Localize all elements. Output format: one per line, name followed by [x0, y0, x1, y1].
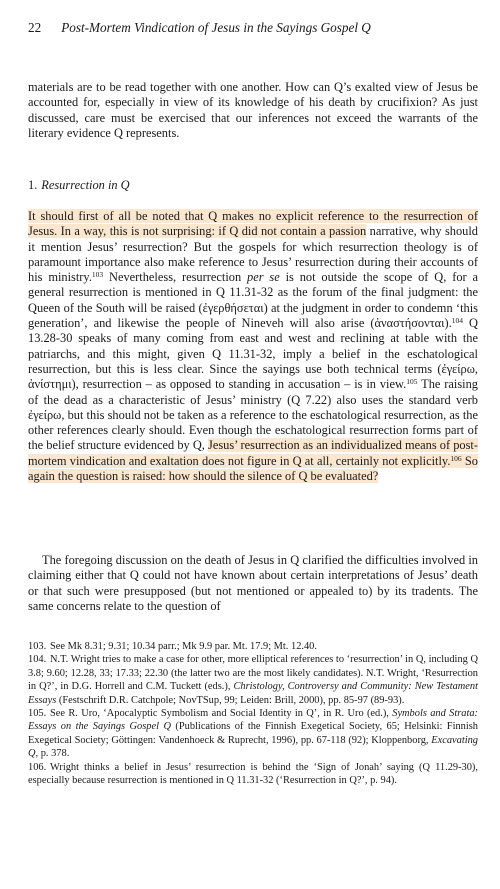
section-heading [28, 178, 130, 193]
body-text: Q 13.28-30 speaks of many coming from east and west and reclining at table with the patriarchs, and this might, given Q 11.31-32, imply a belief in the eschatological resurrection, but this is less clear. Since the sayings use both technical terms (ἐγείρω, ἀνίστημι), resurrection – as opposed to standing in accusation – is in view. [28, 316, 478, 392]
footnote-ref: 103 [91, 270, 104, 280]
footnote-number: 103. [28, 641, 47, 652]
footnote-text: N.T. Wright tries to make a case for other, more elliptical references to ‘resurrection’ in Q, including Q 3.8; 9.60; 12.28, 33; 17.33; 22.30 (the latter two are the most likely candidates). N.T. Wright, ‘Resurrection in Q?’, in D.G. Horrell and C.M. Tuckett (eds.), [28, 654, 478, 693]
footnote-text: See Mk 8.31; 9.31; 10.34 parr.; Mk 9.9 par. Mt. 17.9; Mt. 12.40. [50, 641, 317, 652]
footnote-number: 104. [28, 654, 47, 666]
footnote-text: (Festschrift D.R. Catchpole; NovTSup, 99; Leiden: Brill, 2000), pp. 85-97 (89-93). [56, 694, 405, 706]
footnote-ref: 105 [406, 377, 418, 387]
body-text: The raising of the dead as a characteristic of Jesus’ ministry (Q 7.22) also uses the standard verb ἐγείρω, but this should not be taken as a reference to the eschatological resurrection, as the other references clearly should. Even though the eschatological resurrection forms part of the belief structure evidenced by Q, [28, 377, 478, 453]
footnote-text: (Publications of the Finnish Exegetical Society, 65; Helsinki: Finnish Exegetical Society; Göttingen: Vandenhoeck & Ruprecht, 1996), pp. 67-118 (92); Kloppenborg, [28, 721, 478, 746]
intro-paragraph: materials are to be read together with one another. How can Q’s exalted view of Jesus be accounted for, especially in view of its knowledge of his death by crucifixion? As just discussed, care must be exercised that our inferences not exceed the warrants of the literary evidence Q represents. [28, 80, 478, 140]
footnote-105 [28, 707, 478, 761]
italic-term: per se [247, 270, 280, 285]
body-text: narrative, why should it mention Jesus’ resurrection? But the gospels for which resurrection theology is of paramount importance also make reference to Jesus’ resurrection during their accounts of his ministry. [28, 224, 478, 285]
footnote-106 [28, 761, 478, 788]
footnote-103 [28, 640, 478, 653]
running-header [28, 20, 478, 36]
footnote-ref: 106 [450, 453, 462, 463]
highlighted-text: Jesus’ resurrection as an individualized means of post-mortem vindication and exaltation does not figure in Q at all, certainly not explicitly. [28, 438, 479, 468]
footnote-104 [28, 653, 478, 707]
footnote-number: 106. [28, 761, 47, 773]
body-text: is not outside the scope of Q, for a general resurrection is mentioned in Q 11.31-32 as the forum of the final judgment: the Queen of the South will be raised (ἐγερθήσεται) at the judgment in order to condemn ‘this generation’, and likewise the people of Nineveh will also arise (ἀναστήσονται). [28, 270, 479, 331]
book-title: Excavating Q [28, 734, 478, 760]
body-text: Nevertheless, resurrection [103, 270, 248, 285]
footnote-text: See R. Uro, ‘Apocalyptic Symbolism and Social Identity in Q’, in R. Uro (ed.), [50, 708, 393, 720]
highlighted-passage: It should first of all be noted that Q makes no explicit reference to the resurrection of Jesus. In a way, this is not surprising: if Q did not contain a passion [28, 209, 478, 239]
page-number: 22 [28, 20, 42, 35]
book-title: Symbols and Strata: Essays on the Sayings Gospel Q [28, 708, 479, 733]
section-title: Resurrection in Q [41, 178, 130, 192]
book-title: Christology, Controversy and Community: New Testament Essays [28, 681, 478, 706]
highlighted-text: So again the question is raised: how should the silence of Q be evaluated? [28, 453, 478, 484]
running-title: Post-Mortem Vindication of Jesus in the Sayings Gospel Q [61, 20, 371, 35]
footnote-text: Wright thinks a belief in Jesus’ resurrection is behind the ‘Sign of Jonah’ saying (Q 11.29-30), especially because resurrection is mentioned in Q 11.31-32 (‘Resurrection in Q?’, p. 94). [28, 761, 478, 787]
foregoing-paragraph: The foregoing discussion on the death of Jesus in Q clarified the difficulties involved in claiming either that Q could not have known about certain interpretations of Jesus’ death or that such were presupposed (but not mentioned or appealed to) by its tradents. The same concerns relate to the question of [28, 553, 478, 613]
section-number: 1. [28, 178, 38, 192]
footnote-ref: 104 [451, 316, 463, 326]
footnotes [28, 640, 478, 787]
resurrection-paragraph [28, 209, 478, 484]
footnote-number: 105. [28, 708, 47, 720]
footnote-text: , p. 378. [35, 748, 70, 760]
